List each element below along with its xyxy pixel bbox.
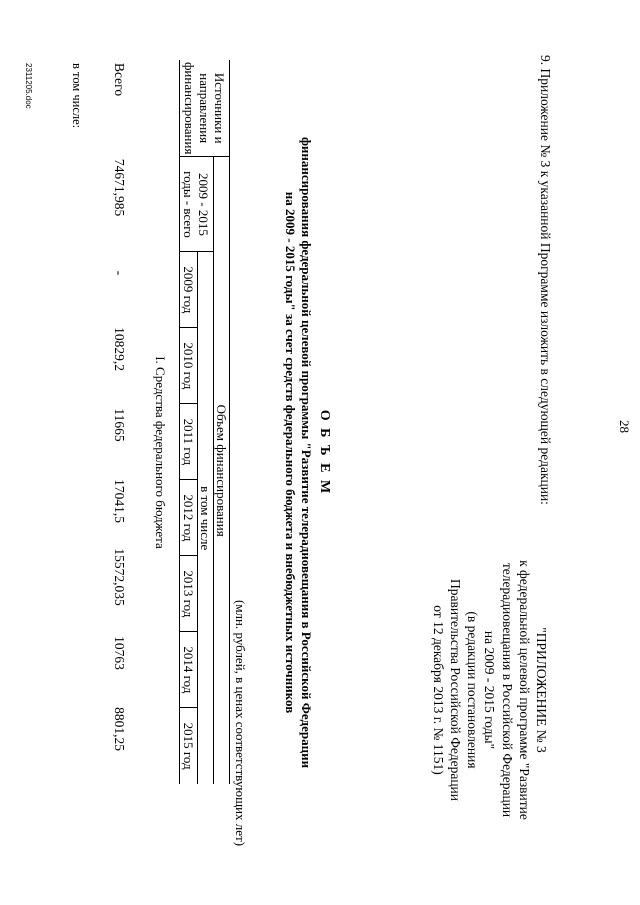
header-year: 2012 год — [180, 480, 198, 556]
header-funding-volume: Объем финансирования — [214, 157, 230, 784]
appendix-line: к федеральной целевой программе "Развитие — [516, 560, 532, 820]
funding-table — [179, 60, 230, 784]
header-year: 2014 год — [180, 632, 198, 708]
appendix-line: "ПРИЛОЖЕНИЕ № 3 — [534, 627, 549, 753]
appendix-line: Правительства Российской Федерации — [447, 579, 463, 801]
subtitle-line: на 2009 - 2015 годы" за счет средств федерального бюджета и внебюджетных источников — [283, 191, 298, 714]
header-year: 2009 год — [180, 252, 198, 328]
row-year-value: 11665 — [112, 408, 127, 442]
section-title: I. Средства федерального бюджета — [153, 356, 168, 549]
row-year-value: 10829,2 — [112, 327, 127, 371]
header-year: 2013 год — [180, 556, 198, 632]
row-year-value: 15572,035 — [112, 548, 127, 606]
row-label: Всего — [112, 63, 127, 97]
header-including: в том числе — [198, 252, 214, 784]
header-source: Источники и направления финансирования — [180, 60, 230, 157]
row-year-value: 8801,25 — [112, 707, 127, 751]
appendix-line: (в редакции постановления — [465, 611, 481, 769]
header-total: 2009 - 2015 годы - всего — [180, 157, 214, 252]
header-year: 2015 год — [180, 708, 198, 784]
subtitle-line: финансирования федеральной целевой программы "Развитие телерадиовещания в Российской Федерации — [299, 136, 314, 769]
row-year-value: 17041,5 — [112, 479, 127, 523]
including-label: в том числе: — [70, 63, 84, 129]
page-number: 28 — [617, 420, 632, 433]
header-year: 2011 год — [180, 404, 198, 480]
document-code: 2311205.doc — [24, 63, 33, 109]
intro-paragraph: 9. Приложение № 3 к указанной Программе изложить в следующей редакции: — [538, 55, 553, 505]
units-note: (млн. рублей, в ценах соответствующих лет) — [233, 600, 248, 847]
appendix-line: на 2009 - 2015 годы" — [482, 630, 498, 750]
row-year-value: - — [112, 270, 127, 276]
appendix-line: от 12 декабря 2013 г. № 1151) — [430, 605, 446, 775]
row-year-value: 10763 — [112, 636, 127, 670]
appendix-header — [430, 545, 550, 835]
appendix-line: телерадиовещания в Российской Федерации — [499, 562, 515, 818]
row-total-value: 74671,985 — [112, 158, 127, 217]
header-year: 2010 год — [180, 328, 198, 404]
document-title: О Б Ъ Е М — [317, 409, 332, 496]
document-subtitle — [282, 0, 314, 905]
